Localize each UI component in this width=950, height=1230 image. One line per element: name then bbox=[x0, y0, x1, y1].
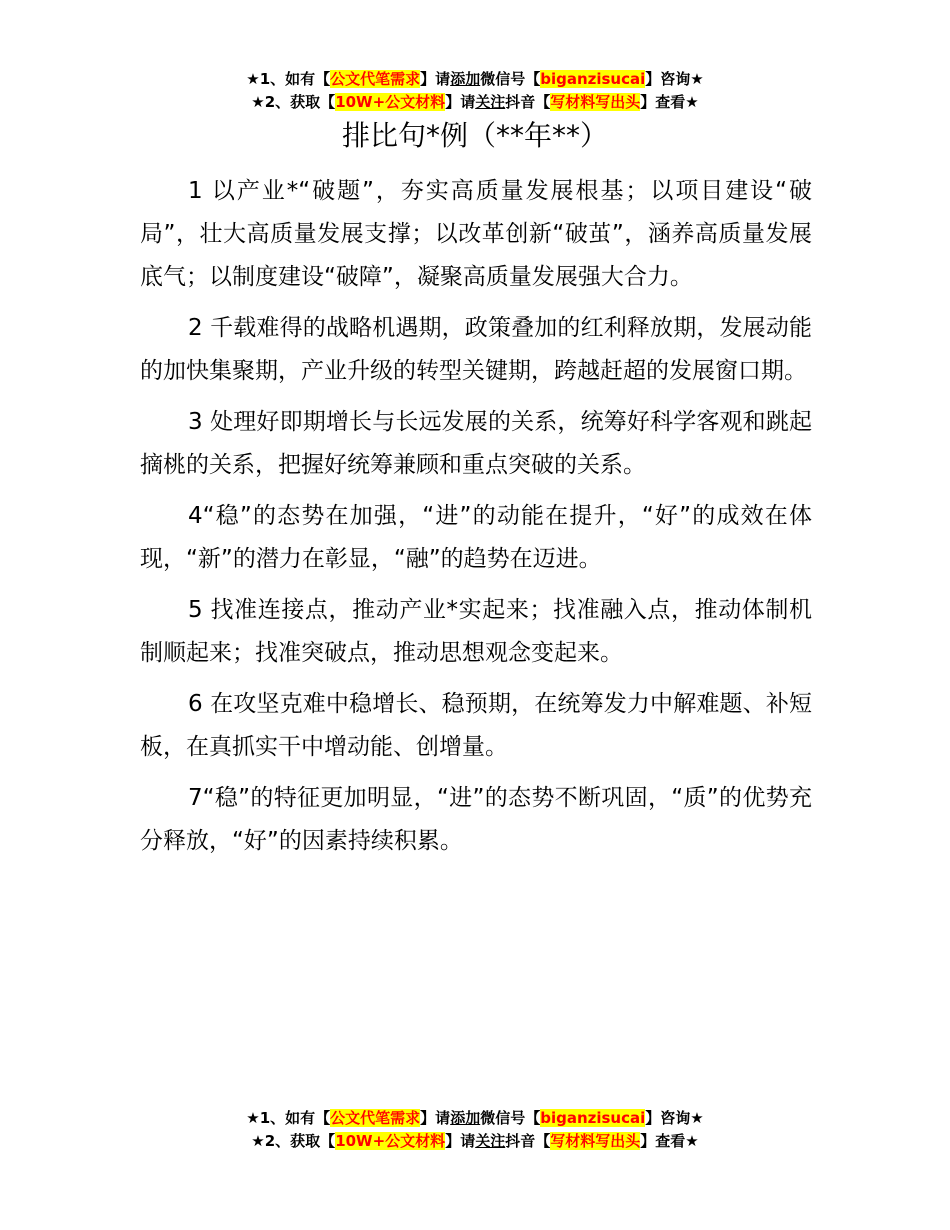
footer-line-2-prefix: ★2、获取【 bbox=[251, 1132, 336, 1150]
materials-highlight: 10W+公文材料 bbox=[335, 1132, 446, 1150]
header-line-1-prefix: ★1、如有【 bbox=[246, 70, 331, 88]
header-line-1-mid2: 微信号【 bbox=[480, 70, 541, 88]
footer-line-2-suffix: 】查看★ bbox=[640, 1132, 699, 1150]
header-line-1-suffix: 】咨询★ bbox=[645, 70, 704, 88]
wechat-id-highlight: biganzisucai bbox=[540, 1109, 646, 1127]
header-line-2-mid1: 】请 bbox=[445, 93, 476, 111]
wechat-id-highlight: biganzisucai bbox=[540, 70, 646, 88]
footer-line-2-mid1: 】请 bbox=[445, 1132, 476, 1150]
header-banner bbox=[0, 68, 950, 114]
paragraph-2: 2 千载难得的战略机遇期，政策叠加的红利释放期，发展动能的加快集聚期，产业升级的转型关键期，跨越赶超的发展窗口期。 bbox=[140, 315, 812, 384]
header-line-2-prefix: ★2、获取【 bbox=[251, 93, 336, 111]
douyin-id-highlight: 写材料写出头 bbox=[550, 93, 641, 111]
header-line-2-mid2: 抖音【 bbox=[505, 93, 551, 111]
footer-line-2-mid2: 抖音【 bbox=[505, 1132, 551, 1150]
footer-line-1-prefix: ★1、如有【 bbox=[246, 1109, 331, 1127]
header-line-1-underline: 添加 bbox=[450, 70, 481, 88]
header-line-1 bbox=[0, 68, 950, 91]
service-highlight: 公文代笔需求 bbox=[330, 1109, 421, 1127]
paragraph-7: 7“稳”的特征更加明显，“进”的态势不断巩固，“质”的优势充分释放，“好”的因素持续积累。 bbox=[140, 785, 812, 854]
service-highlight: 公文代笔需求 bbox=[330, 70, 421, 88]
footer-line-1-mid1: 】请 bbox=[420, 1109, 451, 1127]
footer-line-2-underline: 关注 bbox=[475, 1132, 506, 1150]
header-line-2 bbox=[0, 91, 950, 114]
header-line-1-mid1: 】请 bbox=[420, 70, 451, 88]
document-body bbox=[140, 170, 812, 871]
footer-line-2 bbox=[0, 1130, 950, 1153]
paragraph-5: 5 找准连接点，推动产业*实起来；找准融入点，推动体制机制顺起来；找准突破点，推动思想观念变起来。 bbox=[140, 597, 812, 666]
materials-highlight: 10W+公文材料 bbox=[335, 93, 446, 111]
paragraph-6: 6 在攻坚克难中稳增长、稳预期，在统筹发力中解难题、补短板，在真抓实干中增动能、创增量。 bbox=[140, 691, 812, 760]
paragraph-4: 4“稳”的态势在加强，“进”的动能在提升，“好”的成效在体现，“新”的潜力在彰显，“融”的趋势在迈进。 bbox=[140, 503, 812, 572]
douyin-id-highlight: 写材料写出头 bbox=[550, 1132, 641, 1150]
footer-line-1-suffix: 】咨询★ bbox=[645, 1109, 704, 1127]
paragraph-1: 1 以产业*“破题”，夯实高质量发展根基；以项目建设“破局”，壮大高质量发展支撑；以改革创新“破茧”，涵养高质量发展底气；以制度建设“破障”，凝聚高质量发展强大合力。 bbox=[140, 178, 812, 290]
footer-banner bbox=[0, 1107, 950, 1153]
footer-line-1-mid2: 微信号【 bbox=[480, 1109, 541, 1127]
header-line-2-underline: 关注 bbox=[475, 93, 506, 111]
page-title: 排比句*例（**年**） bbox=[341, 119, 608, 152]
paragraph-3: 3 处理好即期增长与长远发展的关系，统筹好科学客观和跳起摘桃的关系，把握好统筹兼顾和重点突破的关系。 bbox=[140, 409, 812, 478]
header-line-2-suffix: 】查看★ bbox=[640, 93, 699, 111]
footer-line-1 bbox=[0, 1107, 950, 1130]
footer-line-1-underline: 添加 bbox=[450, 1109, 481, 1127]
